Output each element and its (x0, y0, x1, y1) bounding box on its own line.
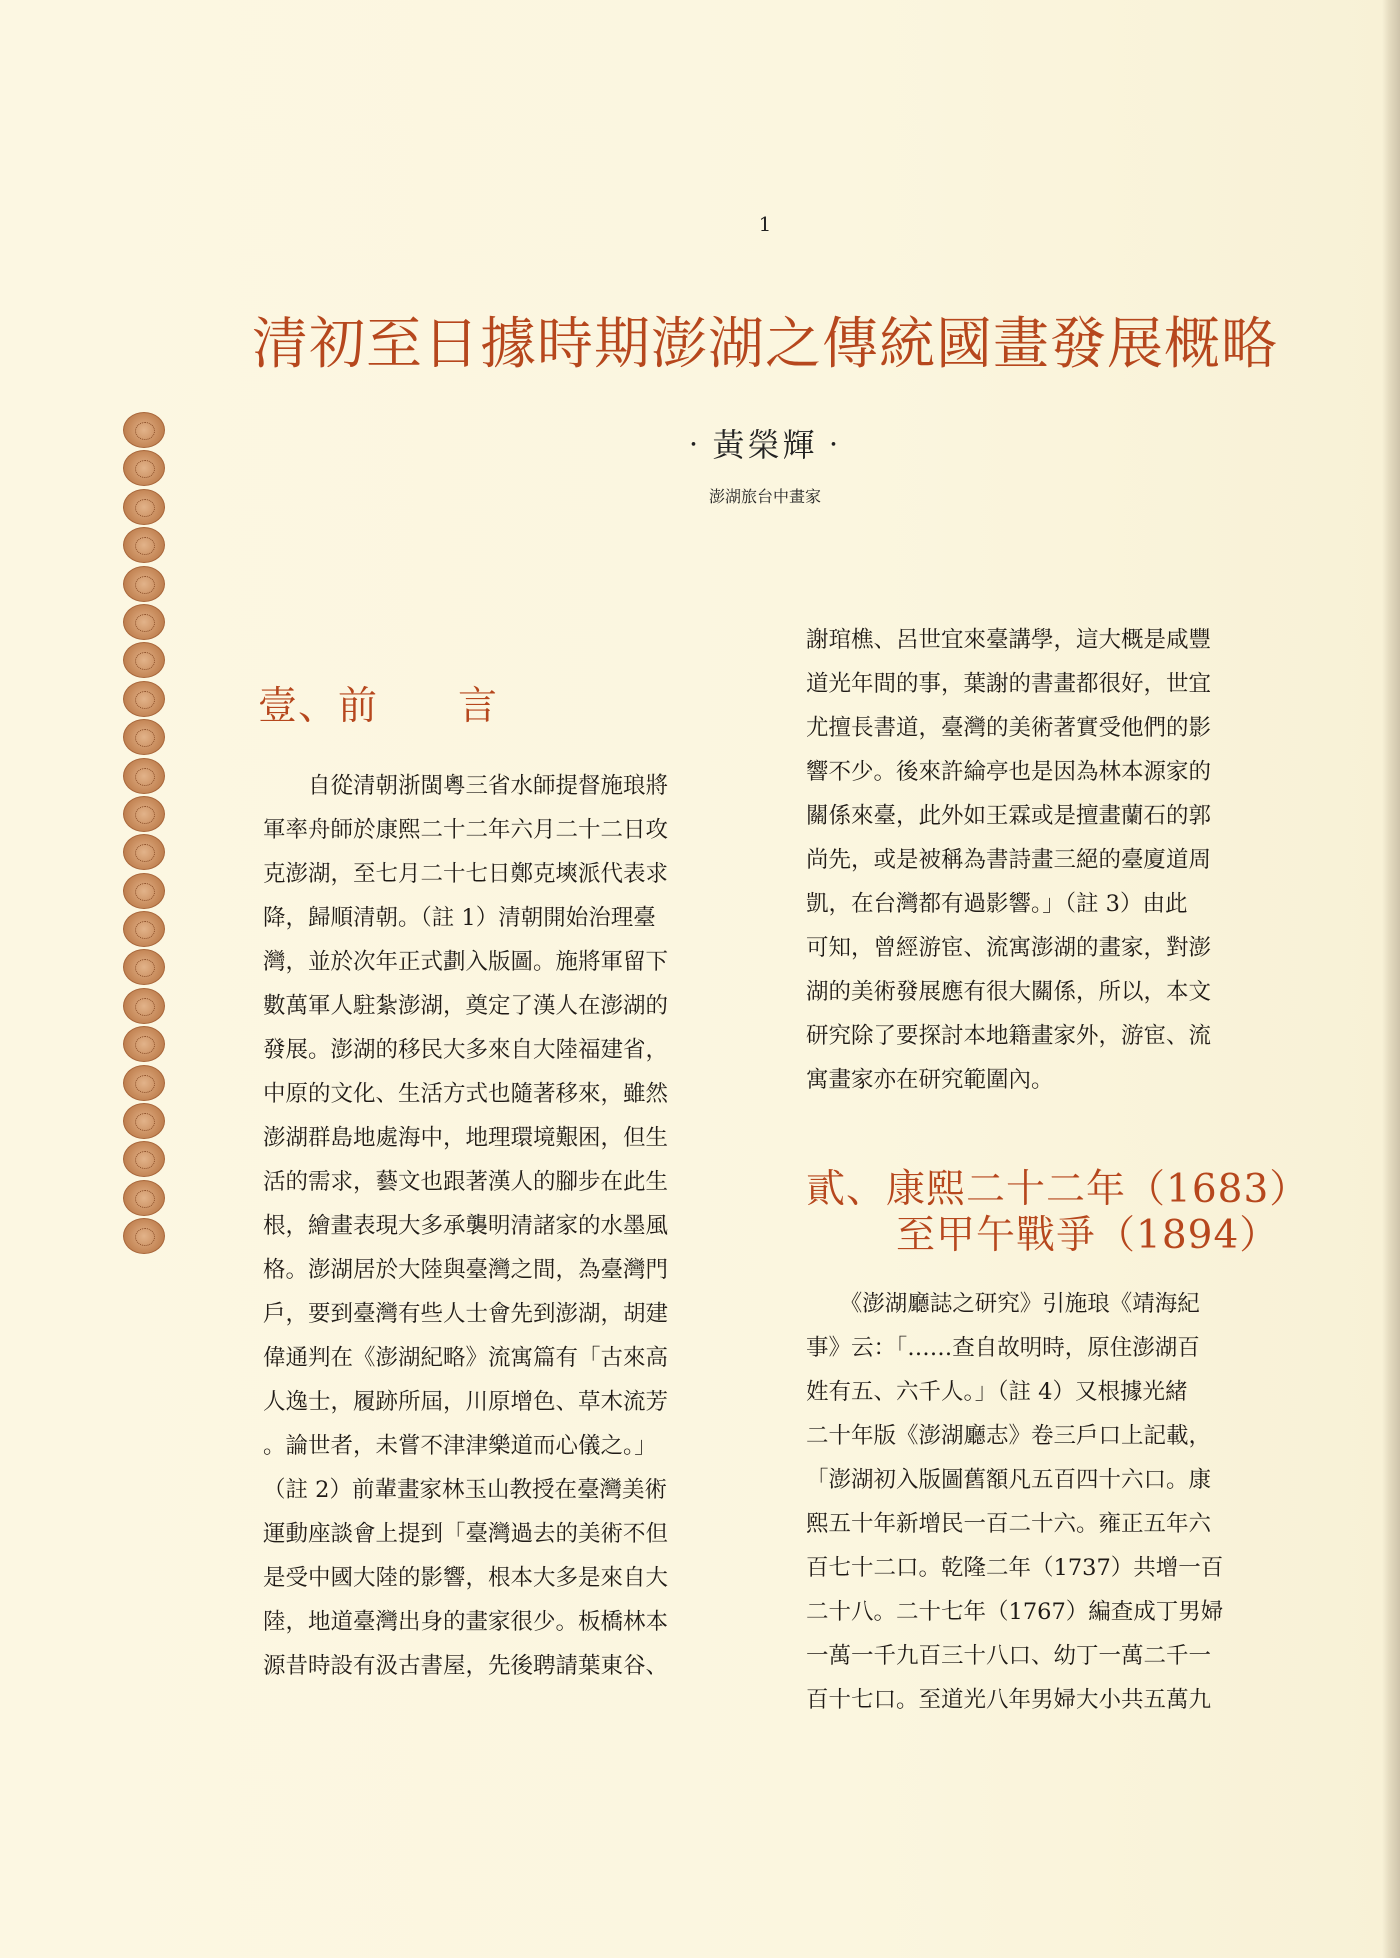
paragraph-line: 姓有五、六千人。」（註 4）又根據光緒 (806, 1379, 1188, 1405)
paragraph-line: 尚先，或是被稱為書詩畫三絕的臺廈道周 (806, 847, 1212, 873)
paragraph-line: 格。澎湖居於大陸與臺灣之間，為臺灣門 (263, 1257, 669, 1283)
paragraph-line: 尤擅長書道，臺灣的美術著實受他們的影 (806, 715, 1212, 741)
ornament-medallion-icon (123, 758, 165, 794)
paragraph-line: 數萬軍人駐紮澎湖，奠定了漢人在澎湖的 (263, 993, 669, 1019)
paragraph-line: 人逸士，履跡所屆，川原增色、草木流芳 (263, 1389, 669, 1415)
paragraph-line: （註 2）前輩畫家林玉山教授在臺灣美術 (263, 1477, 667, 1503)
paragraph-line: 百七十二口。乾隆二年（1737）共增一百 (806, 1555, 1224, 1581)
ornament-medallion-icon (123, 1065, 165, 1101)
ornament-medallion-icon (123, 566, 165, 602)
ornament-medallion-icon (123, 1180, 165, 1216)
paragraph-line: 關係來臺，此外如王霖或是擅畫蘭石的郭 (806, 803, 1212, 829)
paragraph-line: 澎湖群島地處海中，地理環境艱困，但生 (263, 1125, 669, 1151)
paragraph-line: 降，歸順清朝。（註 1）清朝開始治理臺 (263, 905, 656, 931)
paragraph-line: 響不少。後來許綸亭也是因為林本源家的 (806, 759, 1212, 785)
ornament-medallion-icon (123, 873, 165, 909)
ornament-medallion-icon (123, 681, 165, 717)
section-heading-kangxi-line1: 貳、康熙二十二年（1683） (806, 1167, 1310, 1212)
paragraph-line: 源昔時設有汲古書屋，先後聘請葉東谷、 (263, 1653, 669, 1679)
ornament-medallion-icon (123, 1141, 165, 1177)
paragraph-line: 活的需求，藝文也跟著漢人的腳步在此生 (263, 1169, 669, 1195)
article-title: 清初至日據時期澎湖之傳統國畫發展概略 (252, 312, 1278, 377)
paragraph-line: 百十七口。至道光八年男婦大小共五萬九 (806, 1687, 1212, 1713)
ornament-medallion-icon (123, 1218, 165, 1254)
ornament-medallion-icon (123, 489, 165, 525)
paragraph-line: 戶，要到臺灣有些人士會先到澎湖，胡建 (263, 1301, 669, 1327)
paragraph-line: 克澎湖，至七月二十七日鄭克塽派代表求 (263, 861, 669, 887)
paragraph-line: 軍率舟師於康熙二十二年六月二十二日攻 (263, 817, 669, 843)
paragraph-line: 中原的文化、生活方式也隨著移來，雖然 (263, 1081, 669, 1107)
ornament-medallion-icon (123, 1026, 165, 1062)
paragraph-line: 是受中國大陸的影響，根本大多是來自大 (263, 1565, 669, 1591)
ornament-medallion-icon (123, 719, 165, 755)
author-affiliation: 澎湖旅台中畫家 (708, 487, 821, 506)
paragraph-line: 道光年間的事，葉謝的書畫都很好，世宜 (806, 671, 1212, 697)
ornament-medallion-icon (123, 412, 165, 448)
paragraph-line: 《澎湖廳誌之研究》引施琅《靖海紀 (806, 1291, 1200, 1317)
paragraph-line: 運動座談會上提到「臺灣過去的美術不但 (263, 1521, 669, 1547)
author-name: ‧黃榮輝‧ (677, 426, 853, 464)
page-number: 1 (758, 212, 772, 236)
paragraph-line: 根，繪畫表現大多承襲明清諸家的水墨風 (263, 1213, 669, 1239)
section-heading-introduction: 壹、前 言 (258, 684, 499, 729)
ornament-medallion-icon (123, 527, 165, 563)
paragraph-line: 發展。澎湖的移民大多來自大陸福建省， (263, 1037, 669, 1063)
paragraph-line: 謝琯樵、呂世宜來臺講學，這大概是咸豐 (806, 627, 1212, 653)
paragraph-line: 「澎湖初入版圖舊額凡五百四十六口。康 (806, 1467, 1212, 1493)
section-heading-kangxi-line2: 至甲午戰爭（1894） (896, 1213, 1280, 1258)
ornament-medallion-icon (123, 988, 165, 1024)
ornament-medallion-icon (123, 450, 165, 486)
paragraph-line: 事》云：「……查自故明時，原住澎湖百 (806, 1335, 1200, 1361)
paragraph-line: 偉通判在《澎湖紀略》流寓篇有「古來高 (263, 1345, 669, 1371)
paragraph-line: 。論世者，未嘗不津津樂道而心儀之。」 (263, 1433, 657, 1459)
right-column-section2-text (806, 1282, 1286, 1722)
ornament-medallion-icon (123, 1103, 165, 1139)
paragraph-line: 灣，並於次年正式劃入版圖。施將軍留下 (263, 949, 669, 975)
paragraph-line: 寓畫家亦在研究範圍內。 (806, 1067, 1054, 1093)
paragraph-line: 陸，地道臺灣出身的畫家很少。板橋林本 (263, 1609, 669, 1635)
paragraph-line: 一萬一千九百三十八口、幼丁一萬二千一 (806, 1643, 1212, 1669)
paragraph-line: 熙五十年新增民一百二十六。雍正五年六 (806, 1511, 1212, 1537)
paper-edge-shadow (1382, 0, 1400, 1958)
paragraph-line: 自從清朝浙閩粵三省水師提督施琅將 (263, 773, 669, 799)
paragraph-line: 二十八。二十七年（1767）編查成丁男婦 (806, 1599, 1224, 1625)
paragraph-line: 湖的美術發展應有很大關係，所以，本文 (806, 979, 1212, 1005)
ornament-medallion-icon (123, 949, 165, 985)
ornament-medallion-icon (123, 796, 165, 832)
paragraph-line: 凱，在台灣都有過影響。」（註 3）由此 (806, 891, 1188, 917)
left-column-text (263, 764, 741, 1688)
decorative-ornament-column (123, 412, 167, 1257)
paragraph-line: 研究除了要探討本地籍畫家外，游宦、流 (806, 1023, 1212, 1049)
ornament-medallion-icon (123, 834, 165, 870)
ornament-medallion-icon (123, 642, 165, 678)
ornament-medallion-icon (123, 911, 165, 947)
paragraph-line: 可知，曾經游宦、流寓澎湖的畫家，對澎 (806, 935, 1212, 961)
ornament-medallion-icon (123, 604, 165, 640)
paragraph-line: 二十年版《澎湖廳志》卷三戶口上記載， (806, 1423, 1212, 1449)
right-column-continuation-text (806, 618, 1286, 1102)
